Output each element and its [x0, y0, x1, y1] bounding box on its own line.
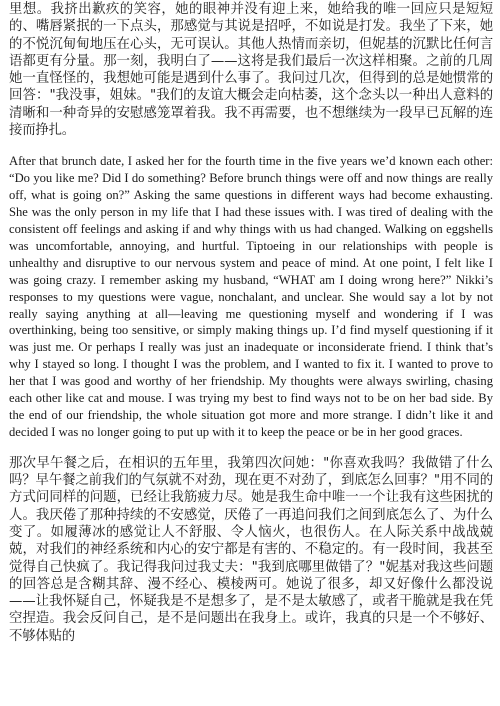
- paragraph-chinese-top: 里想。我挤出歉疚的笑容，她的眼神并没有迎上来，她给我的唯一回应只是短短的、嘴唇紧抿的一下点头，那感觉与其说是招呼，不如说是打发。我坐了下来，她的不悦沉甸甸地压在心头，无可误认。其他人热情而亲切，但妮基的沉默比任何言语都更有分量。那一刻，我明白了——这将是我们最后一次这样相聚。之前的几周她一直怪怪的，我想她可能是遇到什么事了。我问过几次，但得到的总是她惯常的回答："我没事，姐妹。"我们的友谊大概会走向枯萎，这个念头以一种出人意料的清晰和一种奇异的安慰感笼罩着我。我不再需要，也不想继续为一段早已瓦解的连接而挣扎。: [9, 2, 493, 139]
- paragraph-english: After that brunch date, I asked her for the fourth time in the five years we’d known each other: “Do you like me? Did I do something? Before brunch things were off and now things are really off, what is going on?” Asking the same questions in different ways had become exhausting. She was the only person in my life that I had these issues with. I was tired of dealing with the consistent off feelings and asking if and why things with us had changed. Walking on eggshells was uncomfortable, annoying, and hurtful. Tiptoeing in our relationships with people is unhealthy and disruptive to our nervous system and peace of mind. At one point, I felt like I was going crazy. I remember asking my husband, “WHAT am I doing wrong here?” Nikki’s responses to my questions were vague, nonchalant, and unclear. She would say a lot by not really saying anything at all—leaving me questioning myself and wondering if I was overthinking, being too sensitive, or simply making things up. I’d find myself questioning if it was just me. Or perhaps I really was just an inadequate or inconsiderate friend. I think that’s why I stayed so long. I thought I was the problem, and I wanted to fix it. I wanted to prove to her that I was good and worthy of her friendship. My thoughts were always swirling, chasing each other like cat and mouse. I was trying my best to find ways not to be on her bad side. By the end of our friendship, the whole situation got more and more strange. I didn’t like it and decided I was no longer going to put up with it to keep the peace or be in her good graces.: [9, 154, 493, 439]
- paragraph-chinese-bottom: 那次早午餐之后，在相识的五年里，我第四次问她："你喜欢我吗？我做错了什么吗？早午餐之前我们的气氛就不对劲，现在更不对劲了，到底怎么回事？"用不同的方式问同样的问题，已经让我筋疲力尽。她是我生命中唯一一个让我有这些困扰的人。我厌倦了那种持续的不安感觉，厌倦了一再追问我们之间到底怎么了、为什么变了。如履薄冰的感觉让人不舒服、令人恼火，也很伤人。在人际关系中战战兢兢，对我们的神经系统和内心的安宁都是有害的、不稳定的。有一段时间，我甚至觉得自己快疯了。我记得我问过我丈夫："我到底哪里做错了？"妮基对我这些问题的回答总是含糊其辞、漫不经心、模棱两可。她说了很多，却又好像什么都没说——让我怀疑自己，怀疑我是不是想多了，是不是太敏感了，或者干脆就是我在凭空捏造。我会反问自己，是不是问题出在我身上。或许，我真的只是一个不够好、不够体贴的: [9, 455, 493, 644]
- document-page: [9, 0, 493, 645]
